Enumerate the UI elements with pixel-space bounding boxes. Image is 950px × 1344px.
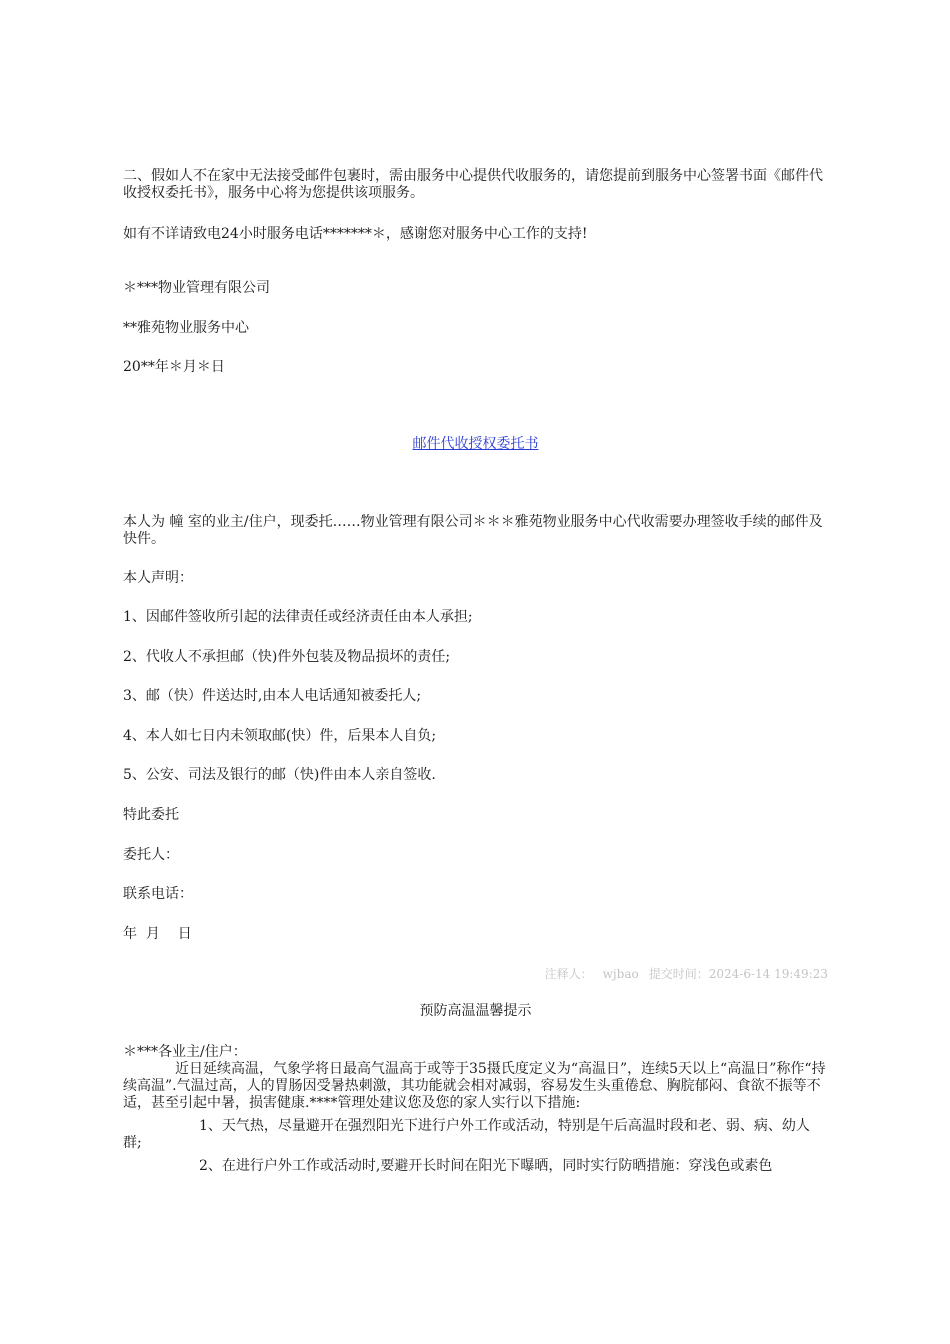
notice-paragraph-2: 二、假如人不在家中无法接受邮件包裹时，需由服务中心提供代收服务的，请您提前到服务中心签署书面《邮件代收授权委托书》，服务中心将为您提供该项服务。: [123, 168, 823, 201]
declaration-item-1: 1、因邮件签收所引起的法律责任或经济责任由本人承担;: [123, 609, 473, 625]
closing-text: 特此委托: [123, 807, 179, 823]
submit-time-label: 提交时间：: [648, 967, 709, 981]
authorization-title-link[interactable]: 邮件代收授权委托书: [412, 436, 539, 452]
service-center-name: **雅苑物业服务中心: [123, 320, 249, 336]
heat-tip-measure-1: 1、天气热，尽量避开在强烈阳光下进行户外工作或活动，特别是午后高温时段和老、弱、病、幼人群;: [123, 1118, 810, 1151]
submit-time: 2024-6-14 19:49:23: [708, 967, 828, 981]
heat-tip-body: 近日延续高温，气象学将日最高气温高于或等于35摄氏度定义为“高温日”，连续5天以上“高温日”称作“持续高温”.气温过高，人的胃肠因受暑热刺激，其功能就会相对减弱，容易发生头重倦怠、胸脘郁闷、食欲不振等不适，甚至引起中暑，损害健康.****管理处建议您及您的家人实行以下措施:: [123, 1061, 826, 1111]
declaration-item-4: 4、本人如七日内未领取邮(快）件，后果本人自负;: [123, 728, 437, 744]
signature-date-line: 年 月 日: [123, 926, 192, 942]
declaration-item-3: 3、邮（快）件送达时,由本人电话通知被委托人;: [123, 688, 422, 704]
company-name: ＊***物业管理有限公司: [123, 280, 270, 296]
heat-tip-title: 预防高温温馨提示: [419, 1003, 532, 1019]
notice-date: 20**年＊月＊日: [123, 359, 225, 375]
authorization-title-container: [123, 436, 828, 453]
declaration-item-2: 2、代收人不承担邮（快)件外包装及物品损坏的责任;: [123, 649, 451, 665]
heat-tip-salutation: ＊***各业主/住户：: [123, 1044, 247, 1060]
notice-contact-line: 如有不详请致电24小时服务电话*******＊，感谢您对服务中心工作的支持!: [123, 226, 588, 242]
authorization-intro: 本人为 幢 室的业主/住户，现委托……物业管理有限公司＊＊＊雅苑物业服务中心代收需要办理签收手续的邮件及快件。: [123, 514, 823, 547]
heat-tip-measure-2: 2、在进行户外工作或活动时,要避开长时间在阳光下曝晒，同时实行防晒措施：穿浅色或素色: [199, 1158, 773, 1174]
annotator-name: wjbao: [602, 967, 639, 981]
annotator-label: 注释人：: [544, 967, 593, 981]
principal-label: 委托人：: [123, 847, 179, 863]
declaration-heading: 本人声明：: [123, 570, 193, 586]
phone-label: 联系电话：: [123, 886, 193, 902]
declaration-item-5: 5、公安、司法及银行的邮（快)件由本人亲自签收.: [123, 767, 436, 783]
annotation-meta: [535, 965, 828, 982]
